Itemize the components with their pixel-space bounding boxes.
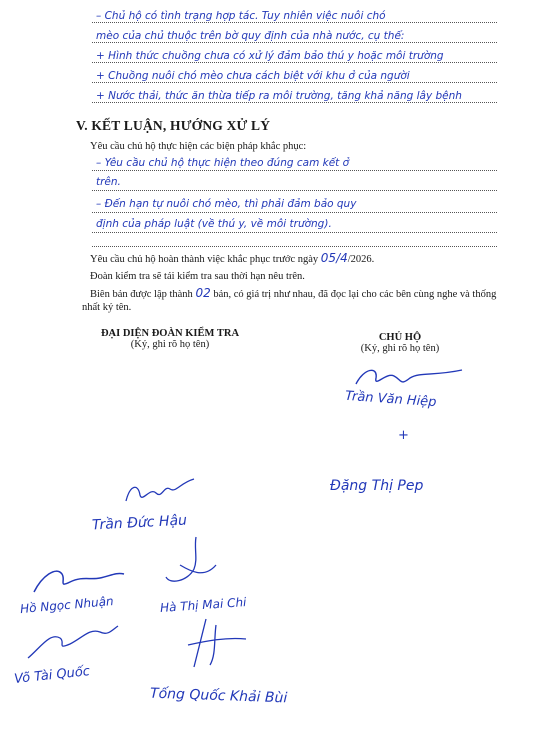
- finding-line-2: mèo của chủ thuộc trên bờ quy định của nhà nước, cụ thể:: [96, 30, 405, 42]
- dotted-line: [92, 42, 497, 43]
- inspector-name-5: Tống Quốc Khải Bùi: [149, 685, 288, 707]
- requirement-line-3: – Đến hạn tự nuôi chó mèo, thì phải đảm bảo quy: [96, 198, 357, 210]
- copies-text: [82, 287, 507, 314]
- inspector-signature-header: [70, 328, 270, 350]
- deadline-suffix: /2026.: [347, 254, 375, 265]
- finding-line-1: – Chủ hộ có tình trạng hợp tác. Tuy nhiên việc nuôi chó: [96, 10, 386, 22]
- copies-count: 02: [195, 286, 211, 300]
- section-title: V. KẾT LUẬN, HƯỚNG XỬ LÝ: [76, 118, 271, 133]
- dotted-line: [92, 82, 497, 83]
- inspector-signature-mark-2: [160, 535, 220, 593]
- requirement-label: Yêu cầu chủ hộ thực hiện các biện pháp khắc phục:: [90, 141, 307, 152]
- inspector-signature-mark-4: [20, 618, 120, 664]
- dotted-line: [92, 170, 497, 171]
- inspector-name-4: Võ Tài Quốc: [13, 664, 91, 687]
- dotted-line: [92, 22, 497, 23]
- owner-sub: (Ký, ghi rõ họ tên): [360, 343, 440, 354]
- dotted-line: [92, 212, 497, 213]
- cross-mark: +: [398, 428, 409, 443]
- requirement-line-4: định của pháp luật (về thú y, về môi trường).: [96, 218, 332, 230]
- inspector-name-1: Trần Đức Hậu: [91, 512, 188, 534]
- inspector-signature-mark-1: [120, 475, 200, 507]
- dotted-line: [92, 62, 497, 63]
- copies-prefix: Biên bản được lập thành: [90, 289, 196, 300]
- finding-line-5: + Nước thải, thức ăn thừa tiếp ra môi trường, tăng khả năng lây bệnh: [96, 90, 462, 102]
- dotted-line: [92, 246, 497, 247]
- inspector-name-3: Hà Thị Mai Chi: [159, 595, 247, 615]
- deadline-prefix: Yêu cầu chủ hộ hoàn thành việc khắc phục trước ngày: [90, 254, 321, 265]
- dotted-line: [92, 102, 497, 103]
- owner-signature-mark: [350, 362, 470, 392]
- requirement-line-1: – Yêu cầu chủ hộ thực hiện theo đúng cam kết ở: [96, 157, 350, 169]
- inspector-sub: (Ký, ghi rõ họ tên): [130, 339, 210, 350]
- dotted-line: [92, 232, 497, 233]
- inspector-signature-mark-3: [28, 562, 128, 596]
- finding-line-3: + Hình thức chuồng chưa có xử lý đảm bảo thú y hoặc môi trường: [96, 50, 444, 62]
- reinspect-text: Đoàn kiểm tra sẽ tái kiểm tra sau thời hạn nêu trên.: [90, 271, 305, 282]
- inspector-title: ĐẠI DIỆN ĐOÀN KIỂM TRA: [100, 328, 240, 339]
- owner-signature-header: [330, 332, 470, 354]
- owner-name-1: Trần Văn Hiệp: [344, 388, 437, 411]
- finding-line-4: + Chuồng nuôi chó mèo chưa cách biệt với khu ở của người: [96, 70, 410, 82]
- deadline-text: [90, 252, 374, 266]
- inspector-signature-mark-5: [176, 615, 256, 673]
- requirement-line-2: trên.: [96, 176, 121, 188]
- owner-name-2: Đặng Thị Pep: [330, 478, 424, 494]
- deadline-date: 05/4: [320, 251, 348, 265]
- owner-title: CHỦ HỘ: [378, 332, 422, 343]
- inspector-name-2: Hồ Ngọc Nhuận: [19, 593, 115, 617]
- dotted-line: [92, 190, 497, 191]
- copies-suffix: bản, có giá trị như nhau, đã đọc lại cho các bên cùng nghe và thống nhất ký tên.: [82, 289, 497, 313]
